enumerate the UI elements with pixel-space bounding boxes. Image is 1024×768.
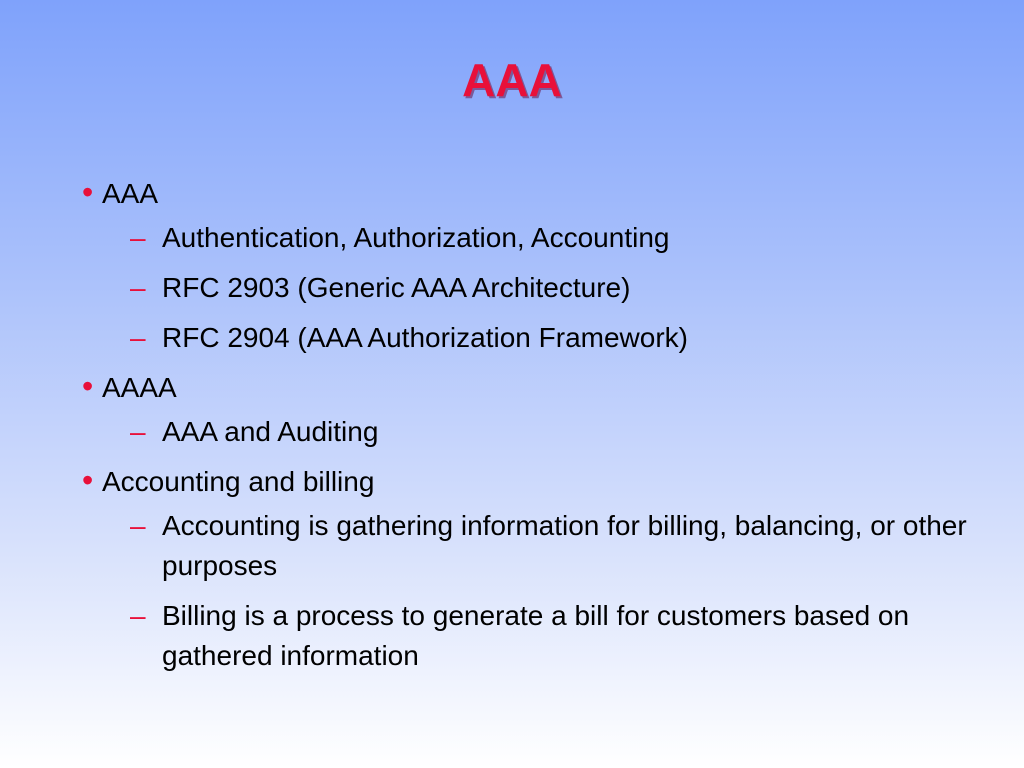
- bullet-icon: •: [82, 368, 94, 404]
- sub-bullet: [80, 318, 980, 358]
- sub-bullet: [80, 412, 980, 452]
- dash-icon: –: [130, 222, 146, 253]
- bullet-aaa: [80, 174, 980, 214]
- bullet-text: AAAA: [102, 372, 177, 403]
- sub-bullet-text: Accounting is gathering information for billing, balancing, or other purposes: [162, 510, 967, 581]
- bullet-aaaa: [80, 368, 980, 408]
- sub-bullet-text: RFC 2903 (Generic AAA Architecture): [162, 272, 631, 303]
- sub-bullet: [80, 596, 980, 676]
- sub-bullet-text: AAA and Auditing: [162, 416, 379, 447]
- sub-bullet-text: Billing is a process to generate a bill for customers based on gathered information: [162, 600, 910, 671]
- sub-bullet: [80, 218, 980, 258]
- dash-icon: –: [130, 416, 146, 447]
- slide-title: AAA: [462, 54, 562, 106]
- sub-bullet: [80, 506, 980, 586]
- sub-bullet-text: RFC 2904 (AAA Authorization Framework): [162, 322, 688, 353]
- sub-bullet: [80, 268, 980, 308]
- dash-icon: –: [130, 600, 146, 631]
- dash-icon: –: [130, 272, 146, 303]
- dash-icon: –: [130, 510, 146, 541]
- sub-bullet-text: Authentication, Authorization, Accounting: [162, 222, 670, 253]
- bullet-icon: •: [82, 174, 94, 210]
- dash-icon: –: [130, 322, 146, 353]
- bullet-text: AAA: [102, 178, 159, 209]
- bullet-icon: •: [82, 462, 94, 498]
- slide-content: [80, 174, 980, 686]
- bullet-accounting-and-billing: [80, 462, 980, 502]
- bullet-text: Accounting and billing: [102, 466, 375, 497]
